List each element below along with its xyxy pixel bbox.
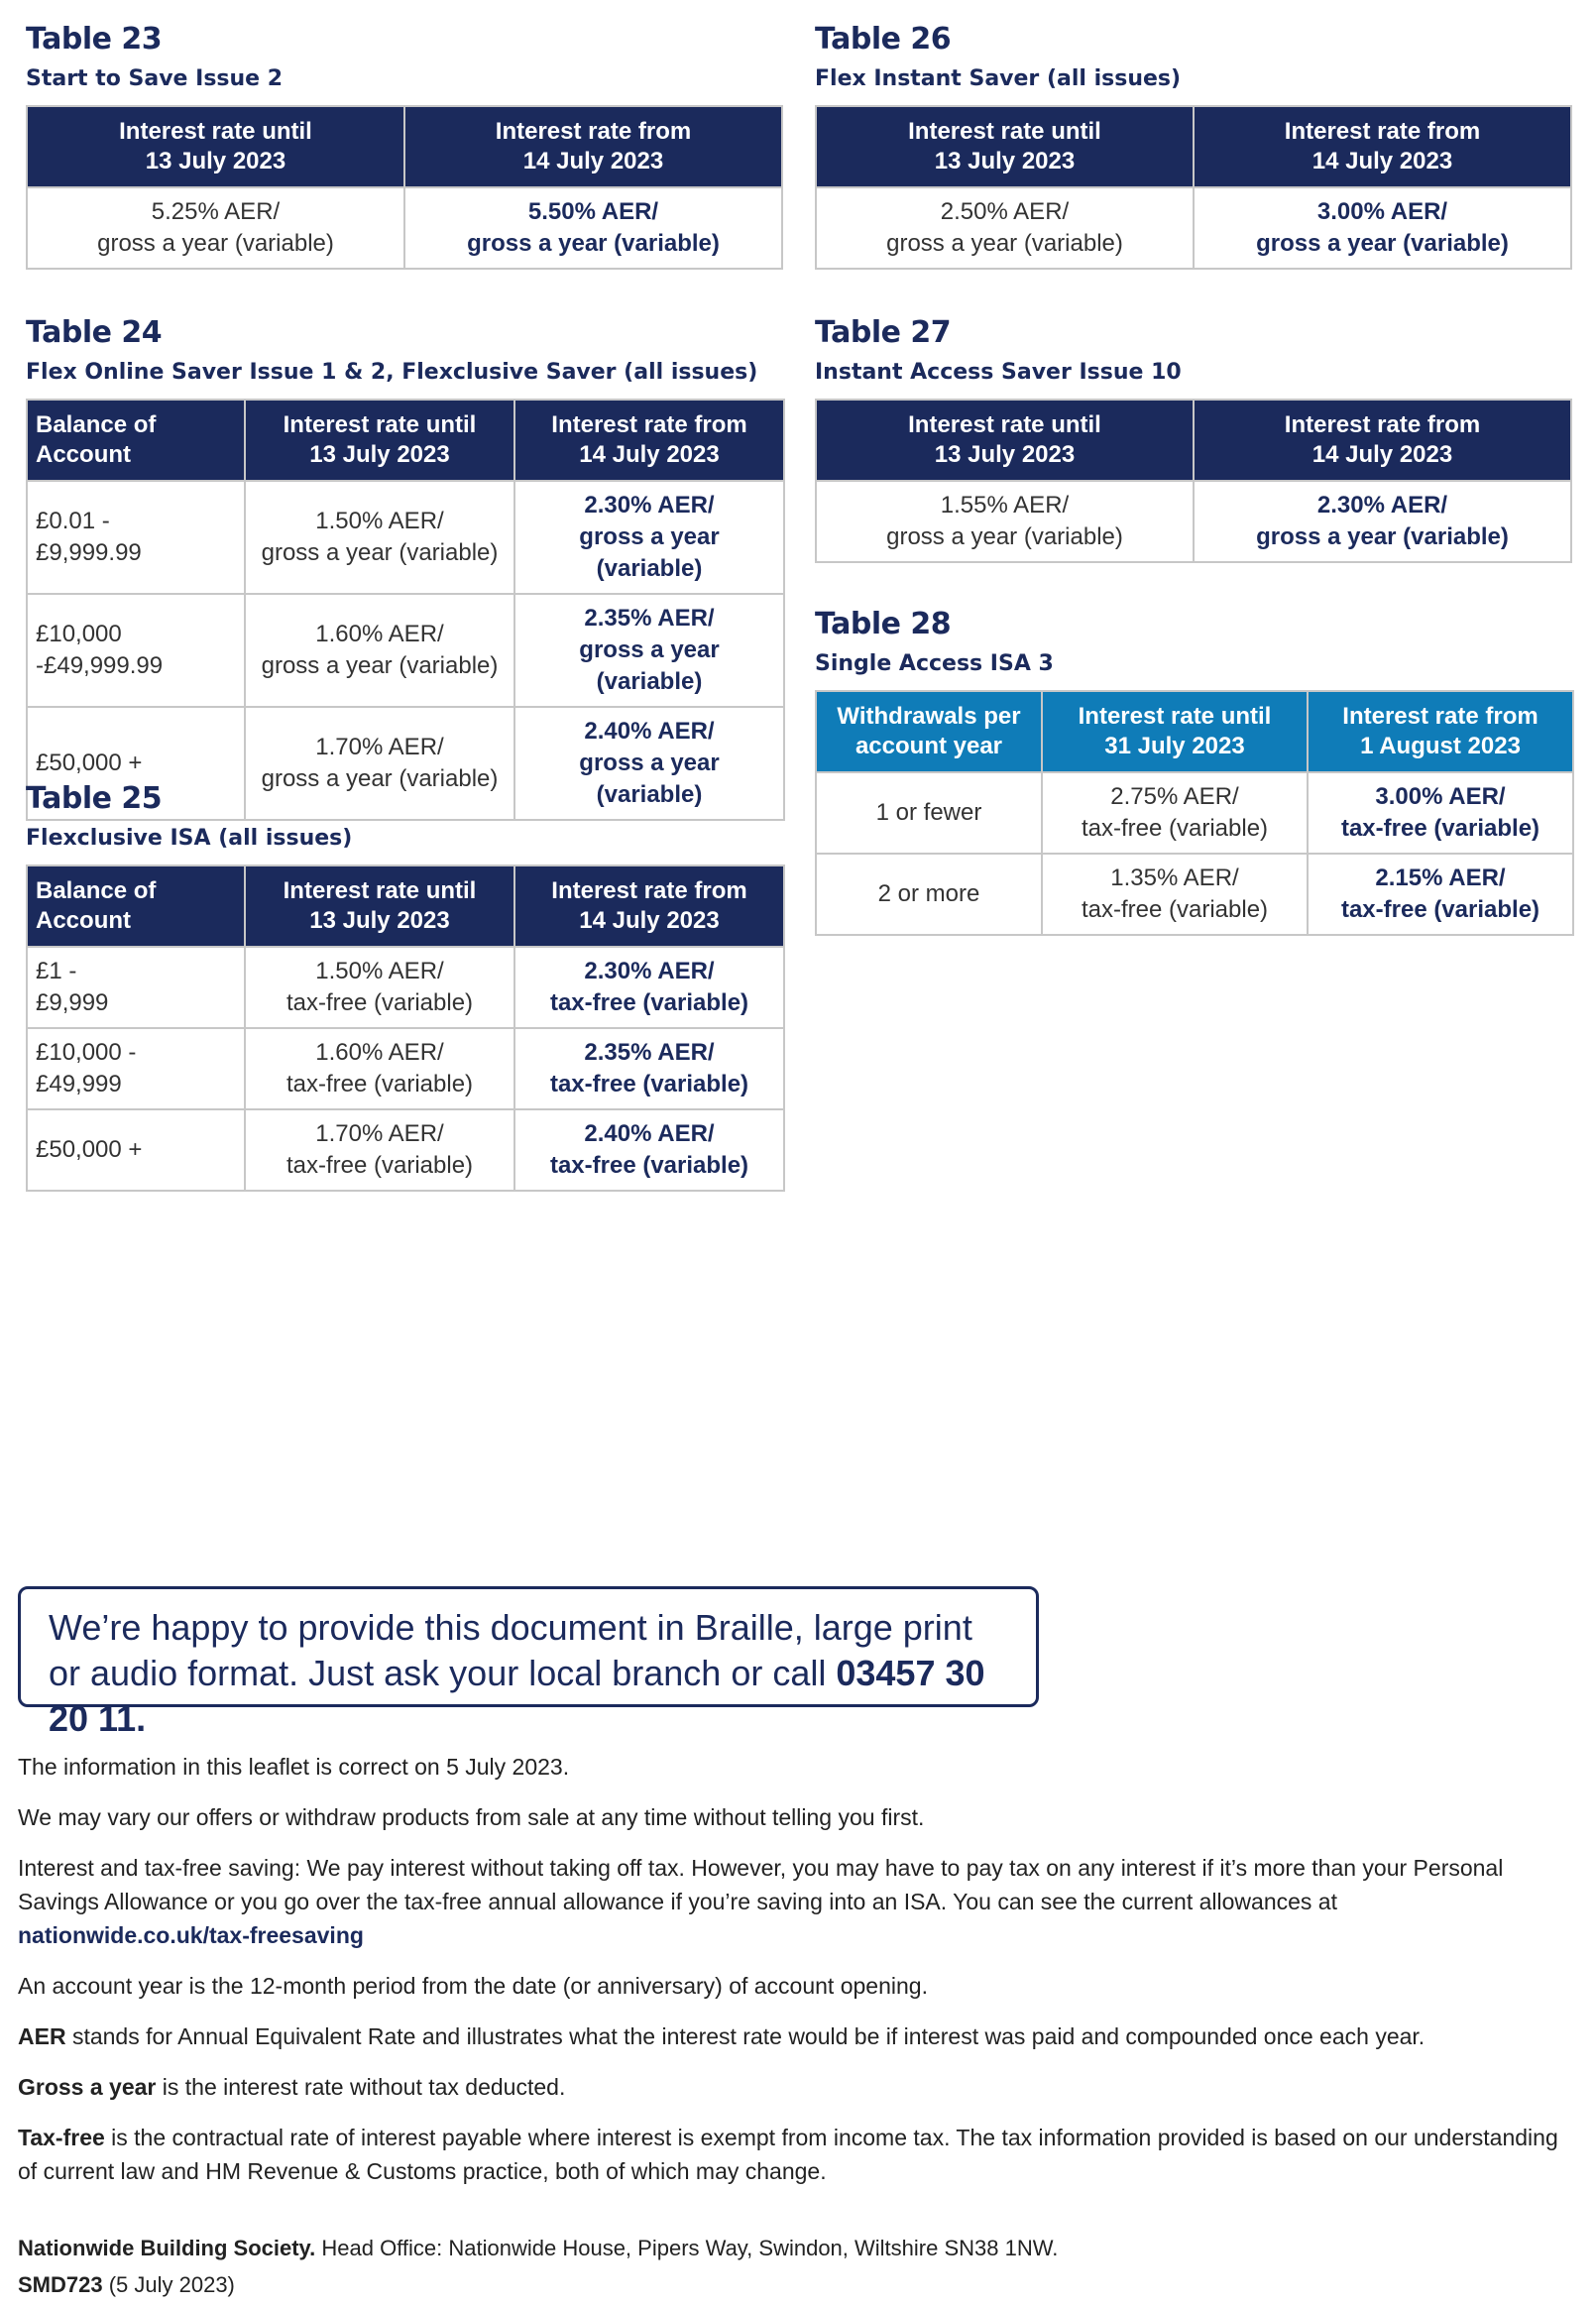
rate-new-cell: 2.30% AER/ gross a year (variable) <box>514 481 784 594</box>
table-row <box>816 187 1571 269</box>
table-title: Table 26 <box>815 22 952 57</box>
document-code: SMD723 <box>18 2272 103 2297</box>
header-cell: Interest rate until 13 July 2023 <box>27 106 404 187</box>
withdrawals-cell: 2 or more <box>816 854 1042 935</box>
rates-table <box>815 690 1574 936</box>
note-correct-on: The information in this leaflet is correct on 5 July 2023. <box>18 1754 570 1780</box>
table-header-row <box>27 106 782 187</box>
table-subtitle: Start to Save Issue 2 <box>26 66 284 91</box>
rates-table <box>26 399 785 821</box>
header-cell: Interest rate until 13 July 2023 <box>245 865 514 947</box>
balance-cell: £1 - £9,999 <box>27 947 245 1028</box>
rate-new-cell: 2.35% AER/ gross a year (variable) <box>514 594 784 707</box>
table-23-block <box>26 22 783 270</box>
note-may-vary: We may vary our offers or withdraw products from sale at any time without telling you first. <box>18 1804 925 1830</box>
table-header-row <box>27 865 784 947</box>
rate-old-cell: 1.55% AER/ gross a year (variable) <box>816 481 1194 562</box>
balance-cell: £50,000 + <box>27 707 245 820</box>
balance-cell: £0.01 - £9,999.99 <box>27 481 245 594</box>
table-title: Table 28 <box>815 607 952 641</box>
rate-new-cell: 2.15% AER/ tax-free (variable) <box>1308 854 1573 935</box>
table-subtitle: Instant Access Saver Issue 10 <box>815 360 1182 385</box>
table-28-block <box>815 607 1572 936</box>
rate-new-cell: 5.50% AER/ gross a year (variable) <box>404 187 782 269</box>
table-title: Table 23 <box>26 22 163 57</box>
table-header-row <box>816 691 1573 772</box>
phone-number: 03457 30 20 11. <box>49 1653 985 1739</box>
table-header-row <box>816 106 1571 187</box>
note-aer <box>18 2019 1564 2053</box>
rate-old-cell: 5.25% AER/ gross a year (variable) <box>27 187 404 269</box>
note-taxfree <box>18 2121 1564 2188</box>
term-aer: AER <box>18 2023 66 2049</box>
table-26-block <box>815 22 1572 270</box>
table-row <box>27 594 784 707</box>
rate-new-cell: 2.30% AER/ gross a year (variable) <box>1194 481 1571 562</box>
header-cell: Withdrawals per account year <box>816 691 1042 772</box>
rate-new-cell: 2.35% AER/ tax-free (variable) <box>514 1028 784 1109</box>
table-subtitle: Flex Online Saver Issue 1 & 2, Flexclusive Saver (all issues) <box>26 360 758 385</box>
tax-freesaving-link[interactable]: nationwide.co.uk/tax-freesaving <box>18 1922 364 1948</box>
rate-old-cell: 1.50% AER/ tax-free (variable) <box>245 947 514 1028</box>
table-subtitle: Single Access ISA 3 <box>815 651 1054 676</box>
balance-cell: £10,000 -£49,999.99 <box>27 594 245 707</box>
rate-old-cell: 1.60% AER/ tax-free (variable) <box>245 1028 514 1109</box>
header-cell: Interest rate from 14 July 2023 <box>514 400 784 481</box>
def-gross: is the interest rate without tax deducted. <box>156 2074 566 2100</box>
table-title: Table 24 <box>26 315 163 350</box>
rate-old-cell: 1.70% AER/ tax-free (variable) <box>245 1109 514 1191</box>
header-cell: Balance of Account <box>27 400 245 481</box>
balance-cell: £50,000 + <box>27 1109 245 1191</box>
table-subtitle: Flexclusive ISA (all issues) <box>26 826 353 851</box>
notes-section <box>18 1750 1564 2205</box>
rate-old-cell: 1.60% AER/ gross a year (variable) <box>245 594 514 707</box>
table-27-block <box>815 315 1572 563</box>
header-cell: Balance of Account <box>27 865 245 947</box>
header-cell: Interest rate from 14 July 2023 <box>1194 106 1571 187</box>
term-gross: Gross a year <box>18 2074 157 2100</box>
table-25-block <box>26 781 783 1192</box>
table-subtitle: Flex Instant Saver (all issues) <box>815 66 1182 91</box>
rates-table <box>815 399 1572 563</box>
header-cell: Interest rate until 31 July 2023 <box>1042 691 1308 772</box>
rate-old-cell: 1.50% AER/ gross a year (variable) <box>245 481 514 594</box>
table-row <box>27 1109 784 1191</box>
document-date: (5 July 2023) <box>102 2272 235 2297</box>
rate-new-cell: 2.40% AER/ tax-free (variable) <box>514 1109 784 1191</box>
header-cell: Interest rate until 13 July 2023 <box>816 106 1194 187</box>
note-tax-free-saving <box>18 1851 1564 1952</box>
table-title: Table 27 <box>815 315 952 350</box>
rate-new-cell: 2.40% AER/ gross a year (variable) <box>514 707 784 820</box>
rate-old-cell: 1.35% AER/ tax-free (variable) <box>1042 854 1308 935</box>
table-row <box>816 481 1571 562</box>
table-title: Table 25 <box>26 781 163 816</box>
table-row <box>27 1028 784 1109</box>
accessibility-text: We’re happy to provide this document in Braille, large print or audio format. Just ask your local branch or call <box>49 1607 972 1693</box>
rate-new-cell: 2.30% AER/ tax-free (variable) <box>514 947 784 1028</box>
def-aer: stands for Annual Equivalent Rate and illustrates what the interest rate would be if interest was paid and compounded once each year. <box>65 2023 1425 2049</box>
withdrawals-cell: 1 or fewer <box>816 772 1042 854</box>
table-header-row <box>27 400 784 481</box>
note-account-year: An account year is the 12-month period from the date (or anniversary) of account opening. <box>18 1973 928 1999</box>
rate-old-cell: 1.70% AER/ gross a year (variable) <box>245 707 514 820</box>
rate-old-cell: 2.75% AER/ tax-free (variable) <box>1042 772 1308 854</box>
header-cell: Interest rate until 13 July 2023 <box>245 400 514 481</box>
footer-address <box>18 2234 1058 2263</box>
society-name: Nationwide Building Society. <box>18 2236 316 2260</box>
head-office: Head Office: Nationwide House, Pipers Way, Swindon, Wiltshire SN38 1NW. <box>315 2236 1059 2260</box>
header-cell: Interest rate until 13 July 2023 <box>816 400 1194 481</box>
term-taxfree: Tax-free <box>18 2125 105 2150</box>
rates-table <box>26 865 785 1192</box>
header-cell: Interest rate from 14 July 2023 <box>404 106 782 187</box>
header-cell: Interest rate from 1 August 2023 <box>1308 691 1573 772</box>
table-header-row <box>816 400 1571 481</box>
table-row <box>816 854 1573 935</box>
header-cell: Interest rate from 14 July 2023 <box>514 865 784 947</box>
table-row <box>27 481 784 594</box>
rates-table <box>26 105 783 270</box>
rate-old-cell: 2.50% AER/ gross a year (variable) <box>816 187 1194 269</box>
accessibility-notice <box>18 1586 1039 1739</box>
table-row <box>816 772 1573 854</box>
rate-new-cell: 3.00% AER/ tax-free (variable) <box>1308 772 1573 854</box>
rate-new-cell: 3.00% AER/ gross a year (variable) <box>1194 187 1571 269</box>
rates-table <box>815 105 1572 270</box>
table-row <box>27 947 784 1028</box>
balance-cell: £10,000 - £49,999 <box>27 1028 245 1109</box>
table-24-block <box>26 315 783 821</box>
table-row <box>27 187 782 269</box>
header-cell: Interest rate from 14 July 2023 <box>1194 400 1571 481</box>
note-gross <box>18 2070 1564 2104</box>
def-taxfree: is the contractual rate of interest payable where interest is exempt from income tax. The tax information provided is based on our understanding of current law and HM Revenue & Customs practice, both of which may change. <box>18 2125 1558 2184</box>
note-tax-text: Interest and tax-free saving: We pay interest without taking off tax. However, you may have to pay tax on any interest if it’s more than your Personal Savings Allowance or you go over the tax-free annual allowance if you’re saving into an ISA. You can see the current allowances at <box>18 1855 1504 1914</box>
